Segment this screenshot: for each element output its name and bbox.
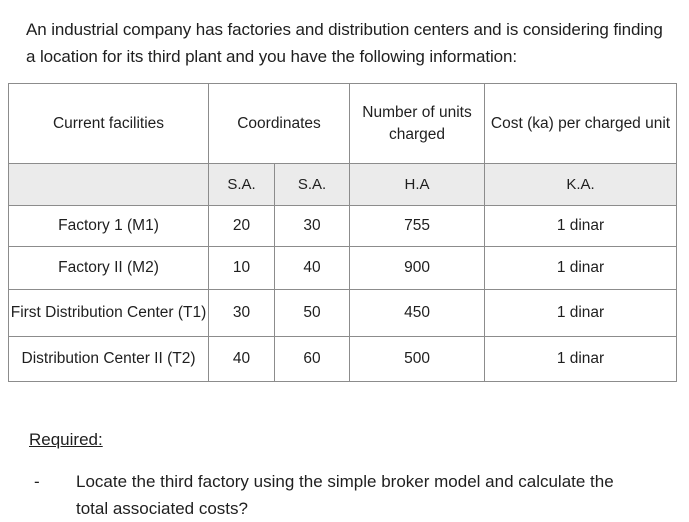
cost-per-unit: 1 dinar bbox=[485, 290, 677, 337]
coordinate-x: 20 bbox=[209, 206, 275, 247]
coordinate-y: 30 bbox=[275, 206, 350, 247]
header-current-facilities: Current facilities bbox=[9, 84, 209, 164]
table-units-row bbox=[9, 164, 677, 206]
facility-name: Factory II (M2) bbox=[9, 247, 209, 290]
coordinate-x: 40 bbox=[209, 337, 275, 382]
intro-paragraph: An industrial company has factories and distribution centers and is considering finding a location for its third plant and you have the following information: bbox=[26, 20, 663, 66]
units-charged: 450 bbox=[350, 290, 485, 337]
table-header-row bbox=[9, 84, 677, 164]
coordinate-x: 10 bbox=[209, 247, 275, 290]
facility-name: First Distribution Center (T1) bbox=[9, 290, 209, 337]
unit-label-units: H.A bbox=[350, 164, 485, 206]
cost-per-unit: 1 dinar bbox=[485, 247, 677, 290]
table-row bbox=[9, 290, 677, 337]
coordinate-y: 40 bbox=[275, 247, 350, 290]
units-charged: 500 bbox=[350, 337, 485, 382]
header-cost-per-unit: Cost (ka) per charged unit bbox=[485, 84, 677, 164]
coordinate-x: 30 bbox=[209, 290, 275, 337]
unit-label-y: S.A. bbox=[275, 164, 350, 206]
header-units-charged: Number of units charged bbox=[350, 84, 485, 164]
facility-name: Factory 1 (M1) bbox=[9, 206, 209, 247]
unit-label-cost: K.A. bbox=[485, 164, 677, 206]
header-coordinates: Coordinates bbox=[209, 84, 350, 164]
coordinate-y: 60 bbox=[275, 337, 350, 382]
task-text: Locate the third factory using the simple broker model and calculate the total associated costs? bbox=[76, 472, 614, 518]
units-blank-cell bbox=[9, 164, 209, 206]
cost-per-unit: 1 dinar bbox=[485, 337, 677, 382]
table-row bbox=[9, 206, 677, 247]
required-heading: Required: bbox=[29, 430, 103, 449]
cost-per-unit: 1 dinar bbox=[485, 206, 677, 247]
bullet-dash: - bbox=[34, 472, 40, 491]
facility-name: Distribution Center II (T2) bbox=[9, 337, 209, 382]
units-charged: 900 bbox=[350, 247, 485, 290]
unit-label-x: S.A. bbox=[209, 164, 275, 206]
table-row bbox=[9, 247, 677, 290]
coordinate-y: 50 bbox=[275, 290, 350, 337]
units-charged: 755 bbox=[350, 206, 485, 247]
task-item bbox=[34, 468, 648, 522]
table-row bbox=[9, 337, 677, 382]
facilities-table bbox=[8, 83, 677, 382]
